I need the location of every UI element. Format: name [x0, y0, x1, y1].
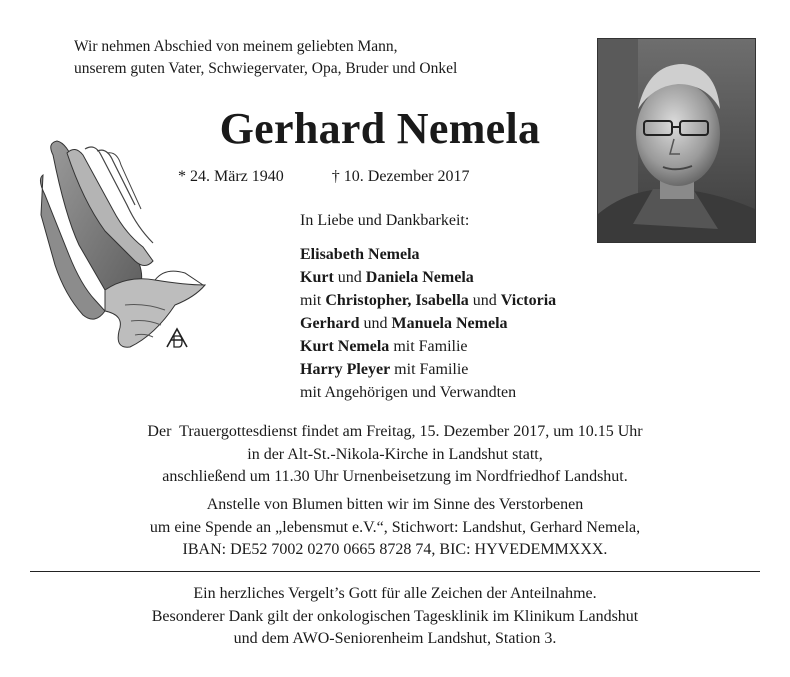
family-text: mit Familie — [389, 338, 468, 355]
family-text: und — [359, 315, 392, 332]
closing-line: und dem AWO-Seniorenheim Landshut, Station 3. — [233, 630, 557, 647]
family-name: Victoria — [500, 292, 557, 309]
closing-line: Ein herzliches Vergelt’s Gott für alle Zeichen der Anteilnahme. — [193, 585, 597, 602]
family-name: Daniela Nemela — [365, 269, 474, 286]
family-text: und — [468, 292, 501, 309]
family-member-line — [300, 358, 556, 381]
closing-line: Besonderer Dank gilt der onkologischen Tagesklinik im Klinikum Landshut — [151, 607, 639, 625]
family-list — [300, 243, 556, 404]
family-member-line — [300, 289, 556, 312]
family-name: Harry Pleyer — [300, 361, 391, 378]
duerer-monogram-icon — [165, 327, 191, 349]
family-member-line — [300, 243, 556, 266]
family-name: Elisabeth Nemela — [300, 246, 420, 263]
divider — [30, 571, 760, 572]
family-text: mit Familie — [390, 361, 469, 378]
family-name: Gerhard — [300, 315, 360, 332]
donation-line: Anstelle von Blumen bitten wir im Sinne des Verstorbenen — [206, 496, 584, 513]
family-name: Manuela Nemela — [391, 315, 508, 332]
service-line: Der Trauergottesdienst findet am Freitag, 15. Dezember 2017, um 10.15 Uhr — [147, 423, 643, 440]
thanks-line: In Liebe und Dankbarkeit: — [300, 212, 470, 229]
donation-line: IBAN: DE52 7002 0270 0665 8728 74, BIC: HYVEDEMMXXX. — [182, 541, 608, 558]
family-name: Kurt — [300, 269, 334, 286]
life-dates — [178, 168, 470, 186]
service-line: in der Alt-St.-Nikola-Kirche in Landshut statt, — [247, 445, 543, 463]
birth-date: * 24. März 1940 — [178, 168, 284, 185]
family-text: mit — [300, 292, 326, 309]
service-info — [0, 421, 790, 489]
family-member-line — [300, 266, 556, 289]
donation-line: um eine Spende an „lebensmut e.V.“, Stichwort: Landshut, Gerhard Nemela, — [149, 518, 641, 536]
portrait-image — [598, 39, 755, 242]
family-member-line — [300, 312, 556, 335]
family-member-line — [300, 335, 556, 358]
family-member-line — [300, 381, 556, 404]
family-name: Kurt Nemela — [300, 338, 390, 355]
donation-info — [0, 494, 790, 562]
family-name: Christopher, Isabella — [325, 292, 469, 309]
intro-line: unserem guten Vater, Schwiegervater, Opa, Bruder und Onkel — [74, 60, 458, 77]
closing-thanks — [0, 583, 790, 651]
intro-text — [74, 36, 457, 80]
family-text: und — [333, 269, 366, 286]
intro-line: Wir nehmen Abschied von meinem geliebten Mann, — [74, 38, 398, 55]
deceased-name: Gerhard Nemela — [219, 104, 541, 153]
service-line: anschließend um 11.30 Uhr Urnenbeisetzung im Nordfriedhof Landshut. — [162, 468, 628, 485]
death-date: † 10. Dezember 2017 — [331, 168, 470, 185]
family-text: mit Angehörigen und Verwandten — [300, 384, 517, 401]
portrait-photo — [597, 38, 756, 243]
